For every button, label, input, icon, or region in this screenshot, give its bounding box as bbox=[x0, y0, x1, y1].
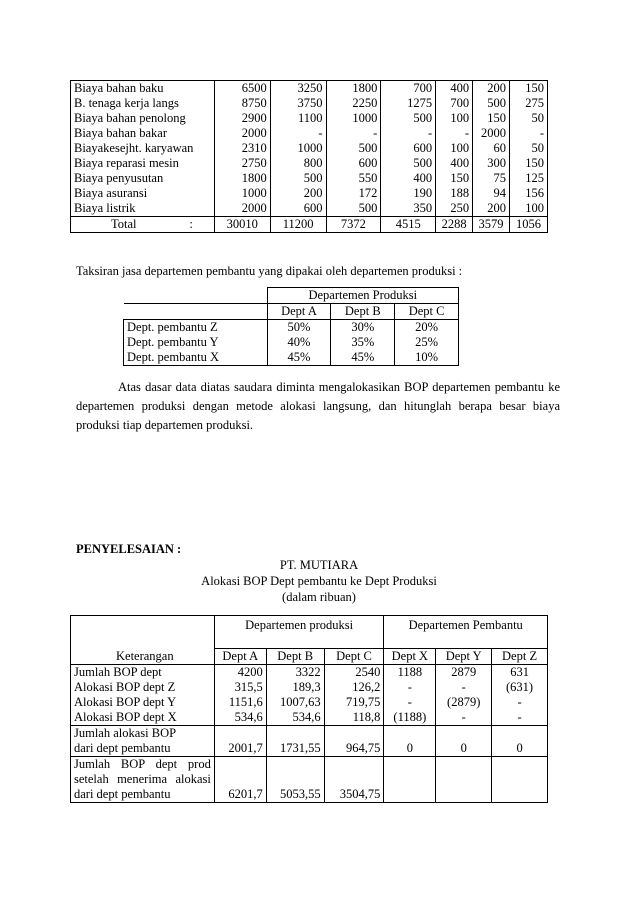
cost-value: 275 bbox=[510, 96, 548, 111]
cell: 50% bbox=[267, 320, 331, 336]
cell bbox=[492, 757, 548, 803]
cell: (2879) bbox=[436, 695, 492, 710]
cost-value: 172 bbox=[326, 186, 381, 201]
cost-value: - bbox=[326, 126, 381, 141]
cell bbox=[384, 757, 436, 803]
cost-value: 500 bbox=[473, 96, 510, 111]
cost-value: 125 bbox=[510, 171, 548, 186]
col-header: Dept Z bbox=[492, 649, 548, 665]
cost-value: 250 bbox=[436, 201, 473, 217]
cost-value: 1000 bbox=[214, 186, 270, 201]
sum-row bbox=[71, 726, 548, 757]
total-row bbox=[71, 217, 548, 233]
cell: 534,6 bbox=[266, 710, 324, 726]
col-header: Dept A bbox=[214, 649, 266, 665]
cost-row bbox=[71, 96, 548, 111]
allocation-row bbox=[71, 695, 548, 710]
cost-value: 200 bbox=[473, 81, 510, 97]
cost-value: 1000 bbox=[326, 111, 381, 126]
cost-value: - bbox=[270, 126, 326, 141]
cell: 2540 bbox=[324, 665, 384, 681]
cost-value: 3250 bbox=[270, 81, 326, 97]
cost-value: 600 bbox=[270, 201, 326, 217]
cost-value: 100 bbox=[510, 201, 548, 217]
cost-value: 550 bbox=[326, 171, 381, 186]
cost-value: 300 bbox=[473, 156, 510, 171]
cell: 964,75 bbox=[324, 726, 384, 757]
cost-value: 400 bbox=[436, 156, 473, 171]
cell: 45% bbox=[267, 350, 331, 366]
header-keterangan: Keterangan bbox=[71, 616, 215, 665]
company-name: PT. MUTIARA bbox=[279, 558, 359, 572]
total-value: 4515 bbox=[381, 217, 436, 233]
cell: 118,8 bbox=[324, 710, 384, 726]
cell: 30% bbox=[331, 320, 395, 336]
cost-row bbox=[71, 126, 548, 141]
cell bbox=[436, 757, 492, 803]
cost-value: 150 bbox=[436, 171, 473, 186]
cost-value: 2310 bbox=[214, 141, 270, 156]
cell: 2001,7 bbox=[214, 726, 266, 757]
cost-label: Biaya reparasi mesin bbox=[74, 156, 179, 170]
total-value: 3579 bbox=[473, 217, 510, 233]
cost-value: 500 bbox=[381, 111, 436, 126]
solution-subtitle: (dalam ribuan) bbox=[282, 590, 356, 604]
allocation-percentage-table bbox=[123, 287, 459, 366]
final-row bbox=[71, 757, 548, 803]
cost-value: 50 bbox=[510, 111, 548, 126]
cell: 315,5 bbox=[214, 680, 266, 695]
cell: 2879 bbox=[436, 665, 492, 681]
cost-value: 60 bbox=[473, 141, 510, 156]
cost-row bbox=[71, 186, 548, 201]
cost-value: 2000 bbox=[214, 126, 270, 141]
row-label: Jumlah BOP dept bbox=[71, 665, 215, 681]
cost-value: 700 bbox=[436, 96, 473, 111]
cell: (1188) bbox=[384, 710, 436, 726]
cost-value: 150 bbox=[510, 156, 548, 171]
cost-value: 2000 bbox=[214, 201, 270, 217]
question-paragraph: Atas dasar data diatas saudara diminta mengalokasikan BOP departemen pembantu ke departemen produksi dengan metode alokasi langsung, dan hitunglah berapa besar biaya produksi tiap departemen produksi. bbox=[76, 380, 560, 432]
row-label: Dept. pembantu Z bbox=[124, 320, 268, 336]
cell: 631 bbox=[492, 665, 548, 681]
cost-value: - bbox=[510, 126, 548, 141]
allocation-row bbox=[71, 665, 548, 681]
cell: 10% bbox=[395, 350, 459, 366]
cost-value: 100 bbox=[436, 111, 473, 126]
cost-value: 190 bbox=[381, 186, 436, 201]
cell: - bbox=[384, 695, 436, 710]
row-label: Alokasi BOP dept Z bbox=[71, 680, 215, 695]
solution-heading: PENYELESAIAN : bbox=[76, 542, 182, 556]
cell: 40% bbox=[267, 335, 331, 350]
cost-label: Biaya asuransi bbox=[74, 186, 148, 200]
cell: 1007,63 bbox=[266, 695, 324, 710]
cost-value: 500 bbox=[270, 171, 326, 186]
solution-title: Alokasi BOP Dept pembantu ke Dept Produksi bbox=[201, 574, 437, 588]
cell: 3504,75 bbox=[324, 757, 384, 803]
sum-label: Jumlah alokasi BOP dari dept pembantu bbox=[71, 726, 215, 757]
group-header-produksi: Departemen Produksi bbox=[267, 288, 458, 304]
total-value: 7372 bbox=[326, 217, 381, 233]
cost-label: B. tenaga kerja langs bbox=[74, 96, 179, 110]
cell: 1731,55 bbox=[266, 726, 324, 757]
group-header-pembantu: Departemen Pembantu bbox=[384, 616, 548, 649]
cell: 25% bbox=[395, 335, 459, 350]
allocation-row bbox=[71, 680, 548, 695]
cost-value: 188 bbox=[436, 186, 473, 201]
cost-value: 600 bbox=[381, 141, 436, 156]
cost-value: 156 bbox=[510, 186, 548, 201]
cell: 0 bbox=[436, 726, 492, 757]
row-label: Dept. pembantu Y bbox=[124, 335, 268, 350]
total-value: 11200 bbox=[270, 217, 326, 233]
cell: 20% bbox=[395, 320, 459, 336]
col-header: Dept X bbox=[384, 649, 436, 665]
cost-row bbox=[71, 81, 548, 97]
cell: 0 bbox=[384, 726, 436, 757]
cost-row bbox=[71, 201, 548, 217]
cost-value: 500 bbox=[326, 201, 381, 217]
cost-value: 500 bbox=[381, 156, 436, 171]
cell: - bbox=[492, 710, 548, 726]
row-label: Alokasi BOP dept X bbox=[71, 710, 215, 726]
cost-value: 1000 bbox=[270, 141, 326, 156]
cost-value: 1800 bbox=[214, 171, 270, 186]
cell: 4200 bbox=[214, 665, 266, 681]
cost-label: Biaya bahan baku bbox=[74, 81, 164, 95]
cell: 45% bbox=[331, 350, 395, 366]
cost-row bbox=[71, 111, 548, 126]
cost-row bbox=[71, 141, 548, 156]
cell: (631) bbox=[492, 680, 548, 695]
col-header: Dept C bbox=[395, 304, 459, 320]
cell: 35% bbox=[331, 335, 395, 350]
cell: - bbox=[492, 695, 548, 710]
cost-row bbox=[71, 156, 548, 171]
cost-value: 800 bbox=[270, 156, 326, 171]
total-label: Total : bbox=[71, 217, 215, 233]
row-label: Dept. pembantu X bbox=[124, 350, 268, 366]
intro-text: Taksiran jasa departemen pembantu yang dipakai oleh departemen produksi : bbox=[76, 264, 463, 278]
cell: 1188 bbox=[384, 665, 436, 681]
cell: - bbox=[436, 680, 492, 695]
cell: 6201,7 bbox=[214, 757, 266, 803]
col-header: Dept B bbox=[266, 649, 324, 665]
col-header: Dept C bbox=[324, 649, 384, 665]
total-value: 2288 bbox=[436, 217, 473, 233]
cost-value: 6500 bbox=[214, 81, 270, 97]
cost-value: 2900 bbox=[214, 111, 270, 126]
group-header-produksi: Departemen produksi bbox=[214, 616, 384, 649]
cost-value: 94 bbox=[473, 186, 510, 201]
solution-table bbox=[70, 615, 548, 803]
cost-value: 3750 bbox=[270, 96, 326, 111]
total-value: 30010 bbox=[214, 217, 270, 233]
cost-value: - bbox=[436, 126, 473, 141]
cell: 0 bbox=[492, 726, 548, 757]
cell: - bbox=[384, 680, 436, 695]
cost-value: 2250 bbox=[326, 96, 381, 111]
cost-value: 75 bbox=[473, 171, 510, 186]
cost-value: 400 bbox=[381, 171, 436, 186]
cost-label: Biaya penyusutan bbox=[74, 171, 164, 185]
cell: 1151,6 bbox=[214, 695, 266, 710]
cost-label: Biaya bahan penolong bbox=[74, 111, 186, 125]
col-header: Dept A bbox=[267, 304, 331, 320]
cell: 534,6 bbox=[214, 710, 266, 726]
cost-value: 600 bbox=[326, 156, 381, 171]
cost-value: 400 bbox=[436, 81, 473, 97]
cost-value: 1100 bbox=[270, 111, 326, 126]
cost-table bbox=[70, 80, 548, 233]
cell: - bbox=[436, 710, 492, 726]
cost-label: Biaya bahan bakar bbox=[74, 126, 168, 140]
cell: 126,2 bbox=[324, 680, 384, 695]
cost-value: 150 bbox=[473, 111, 510, 126]
cost-value: 1800 bbox=[326, 81, 381, 97]
cost-value: 1275 bbox=[381, 96, 436, 111]
cell: 3322 bbox=[266, 665, 324, 681]
total-value: 1056 bbox=[510, 217, 548, 233]
cell: 5053,55 bbox=[266, 757, 324, 803]
cost-value: 2750 bbox=[214, 156, 270, 171]
final-label: Jumlah BOP dept prod setelah menerima alokasi dari dept pembantu bbox=[71, 757, 215, 803]
allocation-row bbox=[71, 710, 548, 726]
cost-value: 200 bbox=[473, 201, 510, 217]
cost-value: 150 bbox=[510, 81, 548, 97]
cost-row bbox=[71, 171, 548, 186]
cost-value: 350 bbox=[381, 201, 436, 217]
cost-label: Biayakesejht. karyawan bbox=[74, 141, 194, 155]
cell: 189,3 bbox=[266, 680, 324, 695]
cost-value: 100 bbox=[436, 141, 473, 156]
cost-label: Biaya listrik bbox=[74, 201, 136, 215]
row-label: Alokasi BOP dept Y bbox=[71, 695, 215, 710]
cell: 719,75 bbox=[324, 695, 384, 710]
cost-value: 50 bbox=[510, 141, 548, 156]
cost-value: 500 bbox=[326, 141, 381, 156]
col-header: Dept B bbox=[331, 304, 395, 320]
col-header: Dept Y bbox=[436, 649, 492, 665]
cost-value: - bbox=[381, 126, 436, 141]
cost-value: 8750 bbox=[214, 96, 270, 111]
cost-value: 2000 bbox=[473, 126, 510, 141]
cost-value: 700 bbox=[381, 81, 436, 97]
cost-value: 200 bbox=[270, 186, 326, 201]
